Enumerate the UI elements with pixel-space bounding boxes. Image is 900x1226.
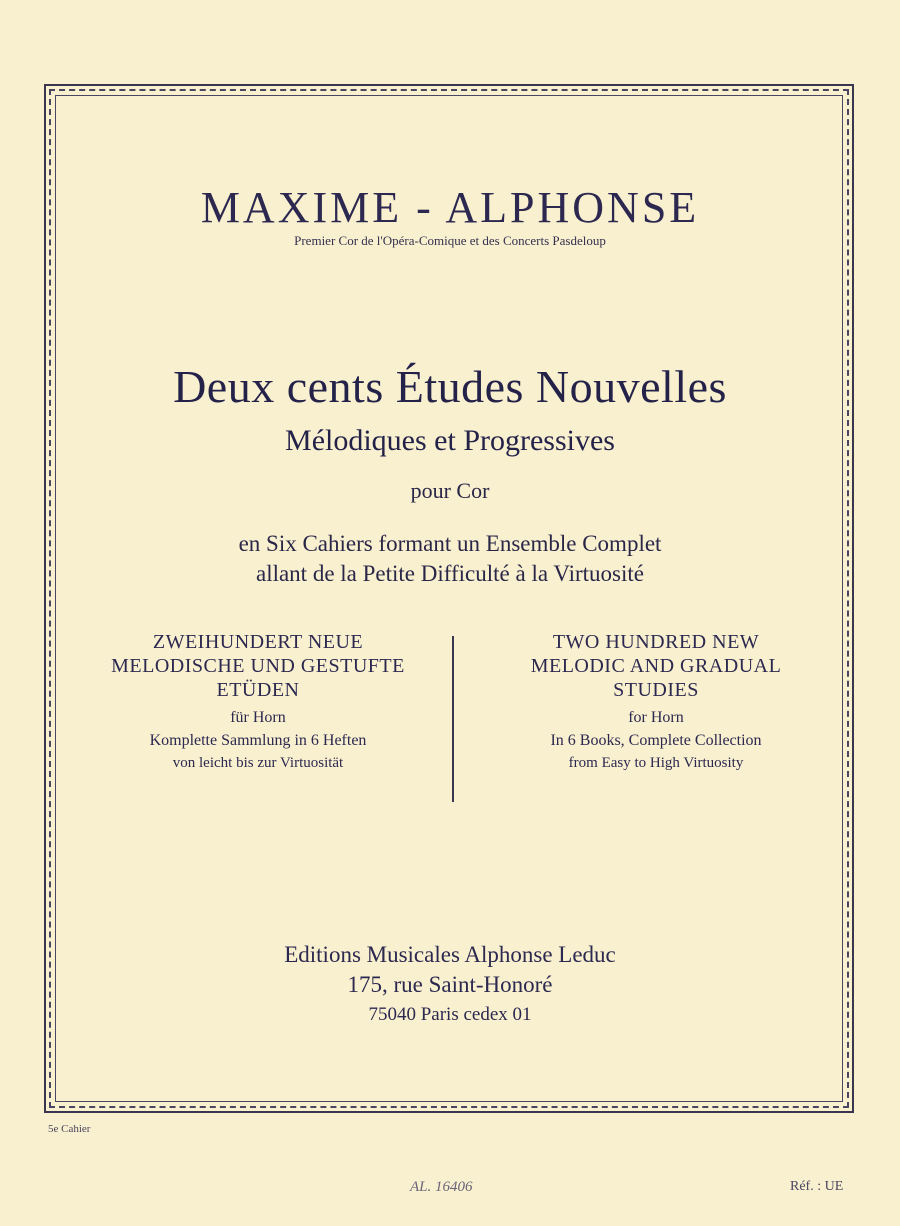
- english-title-line-1: TWO HUNDRED NEW: [552, 631, 760, 653]
- publisher-name: Editions Musicales Alphonse Leduc: [284, 942, 616, 967]
- instrument-french: pour Cor: [410, 478, 490, 503]
- cahier-number: 5e Cahier: [48, 1123, 91, 1135]
- german-range: von leicht bis zur Virtuosität: [172, 755, 344, 771]
- edition-description: [0, 529, 900, 589]
- german-instrument: für Horn: [230, 709, 286, 726]
- german-title-line-3: ETÜDEN: [216, 679, 300, 701]
- publisher-block: [0, 940, 900, 1030]
- english-collection: In 6 Books, Complete Collection: [550, 732, 762, 749]
- column-divider: [452, 636, 454, 802]
- edition-line-2: allant de la Petite Difficulté à la Virtuosité: [255, 561, 644, 586]
- publisher-street: 175, rue Saint-Honoré: [347, 972, 553, 997]
- german-title-line-1: ZWEIHUNDERT NEUE: [152, 631, 364, 653]
- edition-line-1: en Six Cahiers formant un Ensemble Complet: [238, 531, 662, 556]
- subtitle: Mélodiques et Progressives: [285, 424, 615, 457]
- german-title-line-2: MELODISCHE UND GESTUFTE: [111, 655, 405, 677]
- publisher-city: 75040 Paris cedex 01: [368, 1004, 532, 1025]
- english-title-line-3: STUDIES: [613, 679, 699, 701]
- reference-code: Réf. : UE: [790, 1179, 844, 1194]
- english-range: from Easy to High Virtuosity: [568, 755, 744, 771]
- catalog-number: AL. 16406: [410, 1179, 473, 1195]
- english-title-line-2: MELODIC AND GRADUAL: [530, 655, 782, 677]
- german-column: [88, 630, 428, 775]
- german-collection: Komplette Sammlung in 6 Heften: [149, 732, 367, 749]
- english-instrument: for Horn: [628, 709, 684, 726]
- composer-subtitle: Premier Cor de l'Opéra-Comique et des Concerts Pasdeloup: [294, 233, 606, 248]
- main-title: Deux cents Études Nouvelles: [173, 361, 727, 412]
- english-column: [486, 630, 826, 775]
- composer-name: MAXIME - ALPHONSE: [200, 183, 700, 232]
